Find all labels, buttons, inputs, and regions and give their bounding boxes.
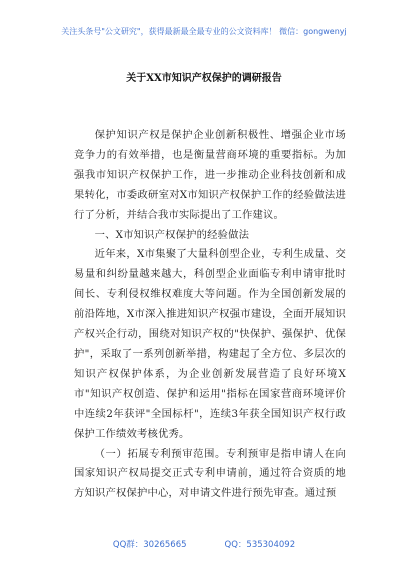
paragraph-experience: 近年来，X市集聚了大量科创型企业，专利生成量、交易量和纠纷量越来越大，科创型企业面临专利申请审批时间长、专利侵权维权难度大等问题。作为全国创新发展的前沿阵地，X市深入推进知识产权强市建设，全面开展知识产权兴企行动，围绕对知识产权的"快保护、强保护、优保护"，采取了一系列创新举措，构建起了全方位、多层次的知识产权保护体系，为企业创新发展营造了良好环境X市"知识产权创造、保护和运用"指标在国家营商环境评价中连续2年获评"全国标杆"，连续3年获全国知识产权行政保护工作绩效考核优秀。 bbox=[74, 248, 346, 440]
footer-contact bbox=[0, 538, 408, 550]
document-body bbox=[74, 126, 346, 504]
promo-banner: 关注头条号"公文研究"，获得最新最全最专业的公文资料库！ 微信：gongwenyj bbox=[61, 27, 347, 36]
section-heading: 一、X市知识产权保护的经验做法 bbox=[94, 228, 250, 241]
document-title: 关于XX市知识产权保护的调研报告 bbox=[126, 73, 282, 84]
paragraph-intro: 保护知识产权是保护企业创新积极性、增强企业市场竞争力的有效举措，也是衡量营商环境的重要指标。为加强我市知识产权保护工作，进一步推动企业科技创新和成果转化，市委政研室对X市知识产权保护工作的经验做法进行了分析，并结合我市实际提出了工作建议。 bbox=[74, 129, 346, 221]
qq-group-number: QQ群：30265665 bbox=[112, 540, 187, 550]
qq-number: QQ：535304092 bbox=[224, 540, 296, 550]
paragraph-patent-preexam: （一）拓展专利预审范围。专利预审是指申请人在向国家知识产权局提交正式专利申请前，通过符合资质的地方知识产权保护中心，对申请文件进行预先审查。通过预 bbox=[74, 447, 346, 500]
